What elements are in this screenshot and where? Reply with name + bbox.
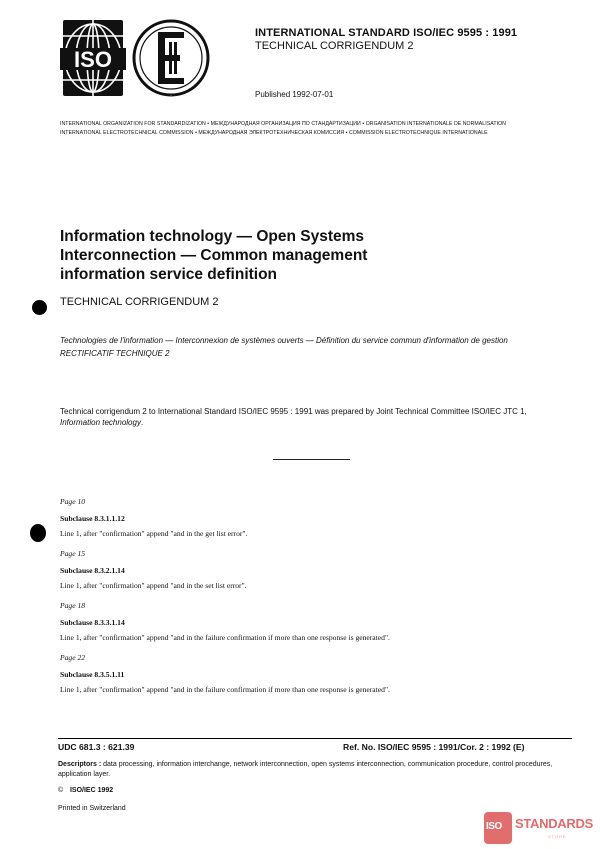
correction-subclause: Subclause 8.3.1.1.12 (60, 514, 125, 523)
published-date: Published 1992-07-01 (255, 90, 334, 99)
title-line-1: Information technology — Open Systems (60, 228, 365, 245)
iec-logo (131, 18, 211, 98)
copyright-icon: © (58, 787, 64, 794)
correction-page: Page 22 (60, 653, 86, 662)
watermark-logo-text: ISO (486, 821, 502, 832)
committee-name: Information technology (60, 418, 141, 427)
watermark-text: STANDARDS (515, 816, 593, 831)
preparation-text: Technical corrigendum 2 to International Standard ISO/IEC 9595 : 1991 was prepared by Joint Technical Committee ISO/IEC JTC 1, (60, 407, 527, 416)
copyright-text: ISO/IEC 1992 (69, 787, 114, 794)
copyright (58, 787, 113, 794)
printed-location: Printed in Switzerland (58, 805, 126, 812)
standard-title: INTERNATIONAL STANDARD ISO/IEC 9595 : 1991 (255, 27, 518, 39)
corrigendum-number: TECHNICAL CORRIGENDUM 2 (255, 40, 414, 52)
descriptors (58, 760, 570, 780)
descriptors-text: data processing, information interchange, network interconnection, open systems interconnection, communication procedure, control procedures, application layer. (58, 761, 553, 778)
title-line-2: Interconnection — Common management (60, 247, 368, 264)
reference-number: Ref. No. ISO/IEC 9595 : 1991/Cor. 2 : 1992 (E) (343, 742, 525, 752)
footer-rule (58, 738, 572, 739)
correction-text: Line 1, after "confirmation" append "and in the failure confirmation if more than one response is generated". (60, 685, 390, 694)
correction-item (60, 549, 560, 590)
organization-line-iec: INTERNATIONAL ELECTROTECHNICAL COMMISSION • МЕЖДУНАРОДНАЯ ЭЛЕКТРОТЕХНИЧЕСКАЯ КОМИССИЯ • COMMISSION ELECTROTECHNIQUE INTERNATIONALE (60, 130, 488, 136)
correction-subclause: Subclause 8.3.3.1.14 (60, 618, 125, 627)
preparation-statement: Technical corrigendum 2 to International Standard ISO/IEC 9595 : 1991 was prepared by Joint Technical Committee ISO/IEC JTC 1, Information technology. (60, 407, 527, 427)
correction-item (60, 497, 560, 538)
iso-logo-text: ISO (74, 47, 112, 72)
correction-page: Page 10 (60, 497, 86, 506)
correction-page: Page 18 (60, 601, 86, 610)
watermark-logo-icon (484, 812, 512, 844)
document-title (60, 227, 440, 284)
correction-subclause: Subclause 8.3.5.1.11 (60, 670, 125, 679)
section-divider (273, 459, 350, 460)
margin-marker (32, 300, 47, 315)
correction-text: Line 1, after "confirmation" append "and in the set list error". (60, 581, 247, 590)
watermark-small-text: STORE (548, 834, 567, 839)
technical-corrigendum-label: TECHNICAL CORRIGENDUM 2 (60, 296, 219, 308)
correction-subclause: Subclause 8.3.2.1.14 (60, 566, 125, 575)
iso-logo (60, 18, 126, 98)
descriptors-label: Descriptors : (58, 761, 102, 768)
iso-standards-watermark (484, 812, 594, 844)
french-subtitle: RECTIFICATIF TECHNIQUE 2 (60, 349, 170, 358)
organization-line-iso: INTERNATIONAL ORGANIZATION FOR STANDARDIZATION • МЕЖДУНАРОДНАЯ ОРГАНИЗАЦИЯ ПО СТАНДАРТИЗАЦИИ • ORGANISATION INTERNATIONALE DE NORMALISATION (60, 121, 506, 127)
title-line-3: information service definition (60, 266, 278, 283)
correction-text: Line 1, after "confirmation" append "and in the get list error". (60, 529, 248, 538)
correction-page: Page 15 (60, 549, 86, 558)
correction-item (60, 601, 560, 642)
french-title: Technologies de l'information — Interconnexion de systèmes ouverts — Définition du service commun d'information de gestion (60, 336, 508, 345)
correction-text: Line 1, after "confirmation" append "and in the failure confirmation if more than one response is generated". (60, 633, 390, 642)
margin-marker (30, 524, 46, 542)
udc-number: UDC 681.3 : 621.39 (58, 742, 135, 752)
iec-logo-text: IEC (170, 96, 172, 97)
correction-item (60, 653, 560, 694)
